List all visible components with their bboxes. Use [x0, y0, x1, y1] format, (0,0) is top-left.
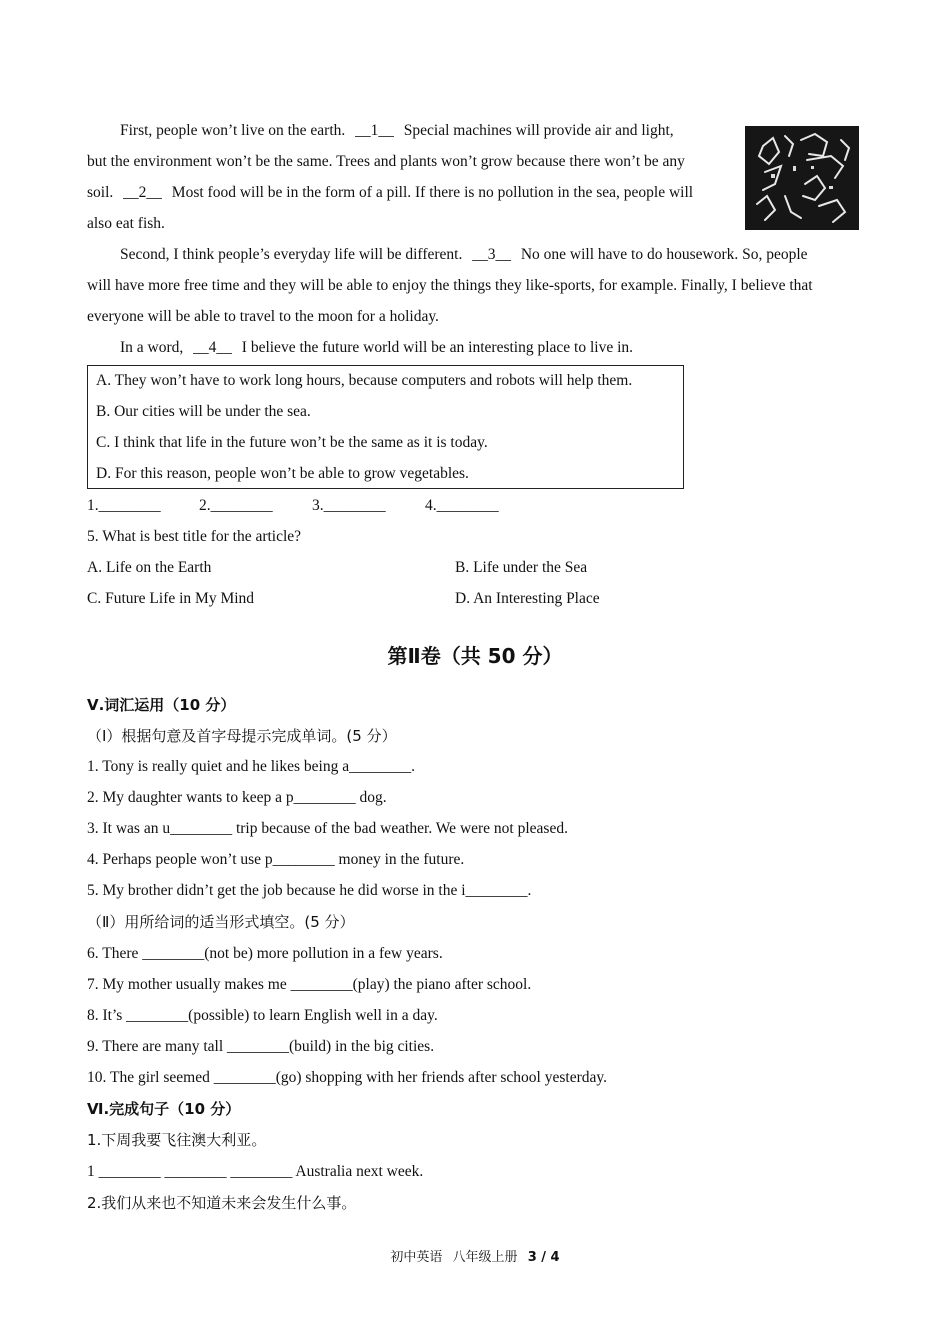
blank-2: __2__: [123, 184, 162, 201]
option-c: C. I think that life in the future won’t be the same as it is today.: [96, 434, 488, 451]
option-a: A. They won’t have to work long hours, because computers and robots will help them.: [96, 372, 633, 389]
section-5-title: Ⅴ.词汇运用（10 分）: [87, 696, 236, 714]
passage-text: No one will have to do housework. So, people: [520, 246, 808, 263]
vocab-item: 4. Perhaps people won’t use p________ money in the future.: [87, 851, 465, 868]
blank-1: __1__: [355, 122, 394, 139]
blank-3: __3__: [472, 246, 511, 263]
decorative-ink-image: [745, 126, 859, 230]
passage-line: [120, 338, 633, 358]
answer-blank-4: 4.________: [425, 497, 499, 514]
passage-text: In a word,: [120, 339, 184, 356]
word-form-item: 8. It’s ________(possible) to learn English well in a day.: [87, 1007, 438, 1024]
passage-text: I believe the future world will be an interesting place to live in.: [241, 339, 634, 356]
vocab-item: 1. Tony is really quiet and he likes being a________.: [87, 758, 415, 775]
passage-line: [87, 183, 693, 203]
question-5: 5. What is best title for the article?: [87, 528, 302, 545]
passage-line: but the environment won’t be the same. Trees and plants won’t grow because there won’t be any: [87, 153, 685, 170]
passage-line: also eat fish.: [87, 215, 165, 232]
page-footer: [0, 1246, 950, 1265]
passage-line: [120, 245, 808, 265]
footer-grade: 八年级上册: [452, 1250, 518, 1265]
q5-option-a: A. Life on the Earth: [87, 559, 212, 576]
section-6-title: Ⅵ.完成句子（10 分）: [87, 1100, 241, 1118]
passage-text: Special machines will provide air and light,: [403, 122, 674, 139]
part-2-title: 第Ⅱ卷（共 50 分）: [387, 644, 563, 668]
sentence-2-chinese: 2.我们从来也不知道未来会发生什么事。: [87, 1194, 357, 1212]
word-form-item: 10. The girl seemed ________(go) shopping with her friends after school yesterday.: [87, 1069, 607, 1086]
passage-text: soil.: [87, 184, 114, 201]
word-form-item: 7. My mother usually makes me ________(play) the piano after school.: [87, 976, 532, 993]
word-form-item: 6. There ________(not be) more pollution in a few years.: [87, 945, 443, 962]
vocab-item: 2. My daughter wants to keep a p________ dog.: [87, 789, 387, 806]
passage-line: [120, 121, 674, 141]
q5-option-c: C. Future Life in My Mind: [87, 590, 255, 607]
q5-option-d: D. An Interesting Place: [455, 590, 600, 607]
passage-text: Second, I think people’s everyday life will be different.: [120, 246, 463, 263]
vocab-item: 5. My brother didn’t get the job because he did worse in the i________.: [87, 882, 532, 899]
sentence-1-english: 1 ________ ________ ________ Australia next week.: [87, 1163, 424, 1180]
passage-line: will have more free time and they will be able to enjoy the things they like-sports, for example. Finally, I believe that: [87, 277, 813, 294]
passage-text: First, people won’t live on the earth.: [120, 122, 346, 139]
answer-blank-2: 2.________: [199, 497, 273, 514]
word-form-item: 9. There are many tall ________(build) in the big cities.: [87, 1038, 435, 1055]
section-5-sub-2: （Ⅱ）用所给词的适当形式填空。(5 分）: [87, 913, 355, 931]
options-box: [87, 365, 684, 489]
passage-line: everyone will be able to travel to the moon for a holiday.: [87, 308, 439, 325]
answer-blank-1: 1.________: [87, 497, 161, 514]
option-b: B. Our cities will be under the sea.: [96, 403, 311, 420]
option-d: D. For this reason, people won’t be able to grow vegetables.: [96, 465, 469, 482]
sentence-1-chinese: 1.下周我要飞往澳大利亚。: [87, 1131, 267, 1149]
passage-text: Most food will be in the form of a pill. If there is no pollution in the sea, people will: [171, 184, 694, 201]
footer-subject: 初中英语: [390, 1250, 443, 1265]
vocab-item: 3. It was an u________ trip because of the bad weather. We were not pleased.: [87, 820, 568, 837]
q5-option-b: B. Life under the Sea: [455, 559, 588, 576]
footer-page-number: 3 / 4: [527, 1250, 560, 1265]
answer-blank-3: 3.________: [312, 497, 386, 514]
ink-art-icon: [745, 126, 859, 230]
section-5-sub-1: （I）根据句意及首字母提示完成单词。(5 分）: [87, 727, 397, 745]
blank-4: __4__: [193, 339, 232, 356]
